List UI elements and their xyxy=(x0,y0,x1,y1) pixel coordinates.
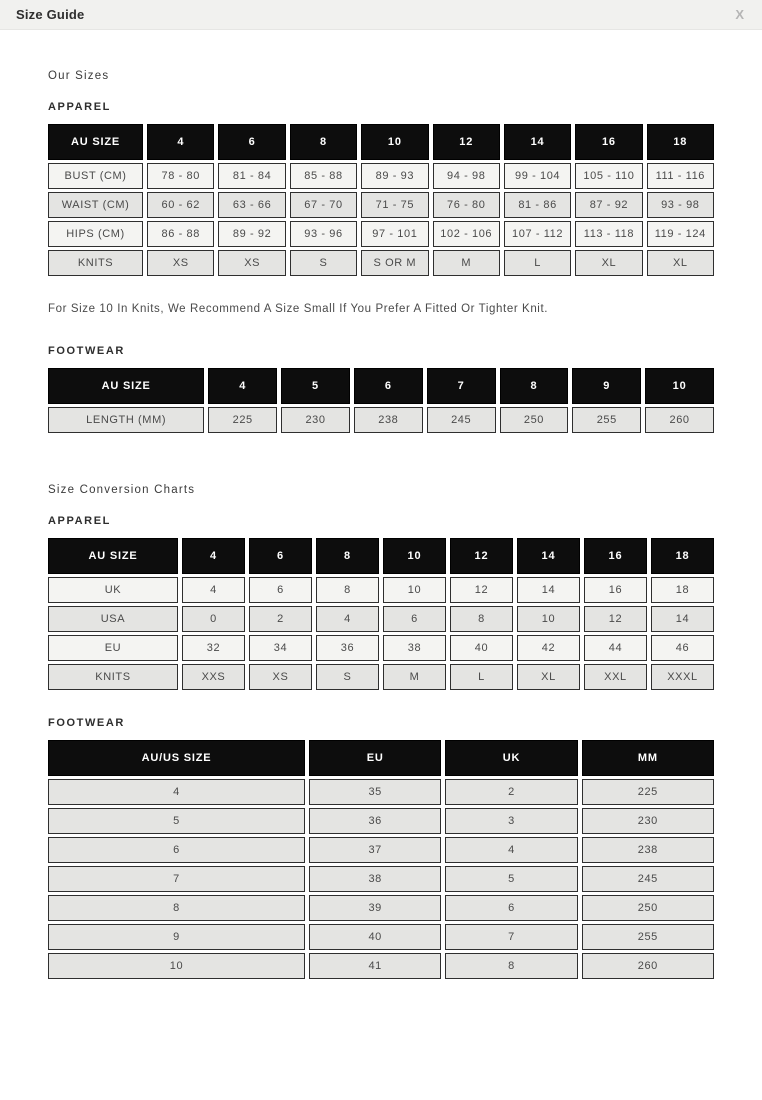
value-cell: 38 xyxy=(383,635,446,661)
table-row xyxy=(48,895,714,921)
value-cell: 8 xyxy=(450,606,513,632)
header-cell: 16 xyxy=(575,124,642,160)
value-cell: 67 - 70 xyxy=(290,192,357,218)
header-cell: 18 xyxy=(651,538,714,574)
row-label-cell: USA xyxy=(48,606,178,632)
value-cell: 8 xyxy=(445,953,577,979)
value-cell: 36 xyxy=(316,635,379,661)
value-cell: XXS xyxy=(182,664,245,690)
table-row xyxy=(48,808,714,834)
header-cell: 12 xyxy=(433,124,500,160)
header-cell: 6 xyxy=(249,538,312,574)
row-label-cell: 5 xyxy=(48,808,305,834)
value-cell: 78 - 80 xyxy=(147,163,214,189)
value-cell: 107 - 112 xyxy=(504,221,571,247)
value-cell: 81 - 84 xyxy=(218,163,285,189)
header-cell: 4 xyxy=(147,124,214,160)
value-cell: 225 xyxy=(208,407,277,433)
row-label-cell: EU xyxy=(48,635,178,661)
value-cell: 10 xyxy=(517,606,580,632)
table-row xyxy=(48,407,714,433)
value-cell: 105 - 110 xyxy=(575,163,642,189)
value-cell: XXXL xyxy=(651,664,714,690)
value-cell: 12 xyxy=(450,577,513,603)
value-cell: 5 xyxy=(445,866,577,892)
value-cell: XL xyxy=(575,250,642,276)
header-cell: 14 xyxy=(504,124,571,160)
value-cell: 225 xyxy=(582,779,714,805)
value-cell: 40 xyxy=(450,635,513,661)
row-label-cell: KNITS xyxy=(48,664,178,690)
header-cell: 5 xyxy=(281,368,350,404)
value-cell: 6 xyxy=(383,606,446,632)
close-icon[interactable]: X xyxy=(731,6,748,23)
value-cell: 34 xyxy=(249,635,312,661)
header-cell: 7 xyxy=(427,368,496,404)
size-guide-content xyxy=(0,70,762,982)
value-cell: XS xyxy=(147,250,214,276)
value-cell: 255 xyxy=(572,407,641,433)
value-cell: 7 xyxy=(445,924,577,950)
value-cell: 38 xyxy=(309,866,441,892)
header-cell: AU SIZE xyxy=(48,124,143,160)
table-row xyxy=(48,924,714,950)
header-cell: 8 xyxy=(500,368,569,404)
value-cell: 4 xyxy=(445,837,577,863)
row-label-cell: WAIST (CM) xyxy=(48,192,143,218)
modal-header xyxy=(0,0,762,30)
value-cell: 8 xyxy=(316,577,379,603)
value-cell: 93 - 98 xyxy=(647,192,714,218)
value-cell: 76 - 80 xyxy=(433,192,500,218)
row-label-cell: LENGTH (MM) xyxy=(48,407,204,433)
value-cell: 255 xyxy=(582,924,714,950)
header-cell: 6 xyxy=(218,124,285,160)
header-cell: 16 xyxy=(584,538,647,574)
value-cell: 245 xyxy=(582,866,714,892)
row-label-cell: 8 xyxy=(48,895,305,921)
header-cell: 9 xyxy=(572,368,641,404)
value-cell: 6 xyxy=(249,577,312,603)
table-row xyxy=(48,664,714,690)
value-cell: 81 - 86 xyxy=(504,192,571,218)
header-cell: 4 xyxy=(182,538,245,574)
value-cell: 238 xyxy=(582,837,714,863)
header-cell: 8 xyxy=(316,538,379,574)
value-cell: 250 xyxy=(500,407,569,433)
value-cell: 85 - 88 xyxy=(290,163,357,189)
value-cell: 42 xyxy=(517,635,580,661)
value-cell: 4 xyxy=(182,577,245,603)
value-cell: S OR M xyxy=(361,250,428,276)
row-label-cell: HIPS (CM) xyxy=(48,221,143,247)
header-cell: AU SIZE xyxy=(48,538,178,574)
value-cell: L xyxy=(450,664,513,690)
table-row xyxy=(48,192,714,218)
modal-title: Size Guide xyxy=(16,7,85,22)
footwear-sizes-label: FOOTWEAR xyxy=(48,345,125,357)
header-cell: 10 xyxy=(361,124,428,160)
value-cell: 245 xyxy=(427,407,496,433)
table-row xyxy=(48,577,714,603)
value-cell: 12 xyxy=(584,606,647,632)
header-cell: EU xyxy=(309,740,441,776)
table-row xyxy=(48,163,714,189)
value-cell: 0 xyxy=(182,606,245,632)
our-sizes-heading: Our Sizes xyxy=(48,70,110,82)
table-row xyxy=(48,221,714,247)
value-cell: L xyxy=(504,250,571,276)
value-cell: 41 xyxy=(309,953,441,979)
row-label-cell: 9 xyxy=(48,924,305,950)
value-cell: 44 xyxy=(584,635,647,661)
apparel-conversion-table xyxy=(44,535,718,693)
value-cell: 63 - 66 xyxy=(218,192,285,218)
value-cell: 93 - 96 xyxy=(290,221,357,247)
value-cell: 4 xyxy=(316,606,379,632)
header-cell: AU/US SIZE xyxy=(48,740,305,776)
value-cell: 230 xyxy=(281,407,350,433)
row-label-cell: 6 xyxy=(48,837,305,863)
value-cell: 119 - 124 xyxy=(647,221,714,247)
value-cell: 35 xyxy=(309,779,441,805)
header-cell: 18 xyxy=(647,124,714,160)
value-cell: 2 xyxy=(249,606,312,632)
value-cell: 238 xyxy=(354,407,423,433)
value-cell: 14 xyxy=(651,606,714,632)
value-cell: 3 xyxy=(445,808,577,834)
value-cell: 6 xyxy=(445,895,577,921)
value-cell: 89 - 92 xyxy=(218,221,285,247)
value-cell: XL xyxy=(647,250,714,276)
value-cell: 2 xyxy=(445,779,577,805)
header-cell: 8 xyxy=(290,124,357,160)
conversion-heading: Size Conversion Charts xyxy=(48,484,196,496)
header-cell: 10 xyxy=(383,538,446,574)
value-cell: S xyxy=(290,250,357,276)
apparel-sizes-label: APPAREL xyxy=(48,101,111,113)
value-cell: 111 - 116 xyxy=(647,163,714,189)
value-cell: 113 - 118 xyxy=(575,221,642,247)
table-row xyxy=(48,837,714,863)
header-cell: 10 xyxy=(645,368,714,404)
table-row xyxy=(48,866,714,892)
value-cell: 260 xyxy=(582,953,714,979)
value-cell: 14 xyxy=(517,577,580,603)
value-cell: XS xyxy=(249,664,312,690)
row-label-cell: 4 xyxy=(48,779,305,805)
value-cell: 39 xyxy=(309,895,441,921)
value-cell: 40 xyxy=(309,924,441,950)
value-cell: 18 xyxy=(651,577,714,603)
table-header-row xyxy=(48,538,714,574)
footwear-sizes-table xyxy=(44,365,718,436)
value-cell: 36 xyxy=(309,808,441,834)
value-cell: 10 xyxy=(383,577,446,603)
value-cell: 46 xyxy=(651,635,714,661)
table-row xyxy=(48,250,714,276)
row-label-cell: 7 xyxy=(48,866,305,892)
value-cell: M xyxy=(383,664,446,690)
table-header-row xyxy=(48,124,714,160)
value-cell: XS xyxy=(218,250,285,276)
table-row xyxy=(48,779,714,805)
header-cell: 12 xyxy=(450,538,513,574)
value-cell: 16 xyxy=(584,577,647,603)
footwear-conversion-label: FOOTWEAR xyxy=(48,717,125,729)
knits-note: For Size 10 In Knits, We Recommend A Size Small If You Prefer A Fitted Or Tighter Knit. xyxy=(48,303,549,315)
table-row xyxy=(48,953,714,979)
value-cell: M xyxy=(433,250,500,276)
value-cell: S xyxy=(316,664,379,690)
row-label-cell: 10 xyxy=(48,953,305,979)
apparel-conversion-label: APPAREL xyxy=(48,515,111,527)
header-cell: 14 xyxy=(517,538,580,574)
value-cell: 230 xyxy=(582,808,714,834)
table-row xyxy=(48,606,714,632)
header-cell: AU SIZE xyxy=(48,368,204,404)
value-cell: 86 - 88 xyxy=(147,221,214,247)
footwear-conversion-table xyxy=(44,737,718,982)
row-label-cell: UK xyxy=(48,577,178,603)
header-cell: 6 xyxy=(354,368,423,404)
value-cell: 102 - 106 xyxy=(433,221,500,247)
value-cell: 87 - 92 xyxy=(575,192,642,218)
table-header-row xyxy=(48,740,714,776)
value-cell: 32 xyxy=(182,635,245,661)
value-cell: 99 - 104 xyxy=(504,163,571,189)
table-row xyxy=(48,635,714,661)
value-cell: 250 xyxy=(582,895,714,921)
value-cell: 97 - 101 xyxy=(361,221,428,247)
value-cell: XL xyxy=(517,664,580,690)
value-cell: 260 xyxy=(645,407,714,433)
row-label-cell: BUST (CM) xyxy=(48,163,143,189)
header-cell: 4 xyxy=(208,368,277,404)
table-header-row xyxy=(48,368,714,404)
value-cell: 94 - 98 xyxy=(433,163,500,189)
apparel-sizes-table xyxy=(44,121,718,279)
header-cell: MM xyxy=(582,740,714,776)
value-cell: 71 - 75 xyxy=(361,192,428,218)
value-cell: 60 - 62 xyxy=(147,192,214,218)
value-cell: 37 xyxy=(309,837,441,863)
row-label-cell: KNITS xyxy=(48,250,143,276)
header-cell: UK xyxy=(445,740,577,776)
value-cell: XXL xyxy=(584,664,647,690)
value-cell: 89 - 93 xyxy=(361,163,428,189)
